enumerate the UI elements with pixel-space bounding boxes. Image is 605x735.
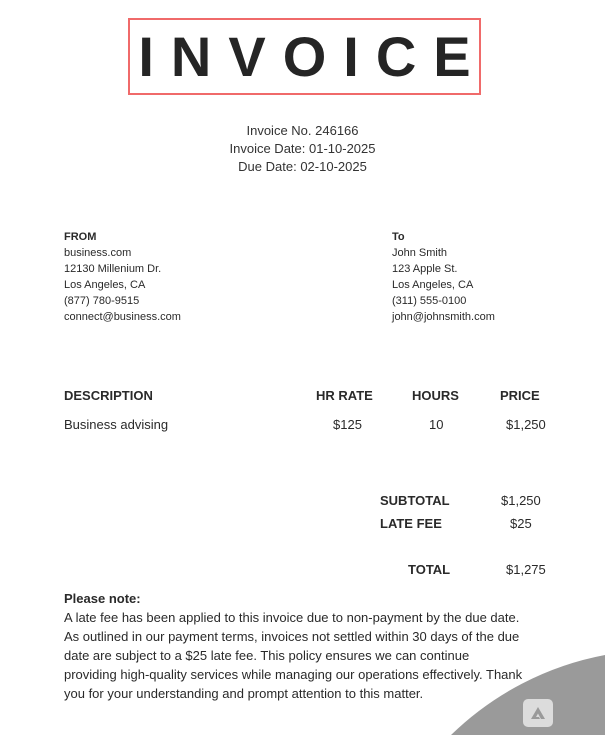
- note-heading: Please note:: [64, 591, 141, 606]
- late-fee-value: $25: [510, 516, 532, 531]
- to-line: 123 Apple St.: [392, 263, 458, 275]
- header-description: DESCRIPTION: [64, 388, 153, 403]
- from-heading: FROM: [64, 231, 97, 243]
- row-price: $1,250: [506, 417, 546, 432]
- from-block: [64, 229, 181, 325]
- header-hr-rate: HR RATE: [316, 388, 373, 403]
- to-line: john@johnsmith.com: [392, 311, 495, 323]
- note-text: A late fee has been applied to this invoice due to non-payment by the due date. As outlined in our payment terms, invoices not settled within 30 days of the due date are subject to a $25 late fee. This policy ensures we can continue providing high-quality services while managing our operations effectively. Thank you for your understanding and prompt attention to this matter.: [64, 610, 523, 701]
- row-hr-rate: $125: [333, 417, 362, 432]
- row-description: Business advising: [64, 417, 169, 432]
- from-line: 12130 Millenium Dr.: [64, 263, 162, 275]
- invoice-title-box: [128, 18, 488, 95]
- invoice-title: INVOICE: [138, 25, 488, 88]
- to-line: Los Angeles, CA: [392, 279, 474, 291]
- invoice-date: Invoice Date: 01-10-2025: [229, 141, 376, 156]
- row-hours: 10: [429, 417, 444, 432]
- from-line: connect@business.com: [64, 311, 181, 323]
- total-value: $1,275: [506, 562, 546, 577]
- from-line: business.com: [64, 247, 132, 259]
- to-heading: To: [392, 231, 405, 243]
- subtotal-value: $1,250: [501, 493, 541, 508]
- to-line: John Smith: [392, 247, 448, 259]
- total-label: TOTAL: [408, 562, 451, 577]
- invoice-number: Invoice No. 246166: [246, 123, 359, 138]
- subtotal-label: SUBTOTAL: [380, 493, 450, 508]
- header-price: PRICE: [500, 388, 540, 403]
- from-line: (877) 780-9515: [64, 295, 140, 307]
- from-line: Los Angeles, CA: [64, 279, 146, 291]
- to-line: (311) 555-0100: [392, 295, 467, 307]
- due-date: Due Date: 02-10-2025: [238, 159, 367, 174]
- late-fee-label: LATE FEE: [380, 516, 442, 531]
- note-section: [64, 589, 524, 703]
- header-hours: HOURS: [412, 388, 459, 403]
- to-block: [392, 229, 495, 325]
- adobe-express-logo-icon[interactable]: [523, 699, 553, 727]
